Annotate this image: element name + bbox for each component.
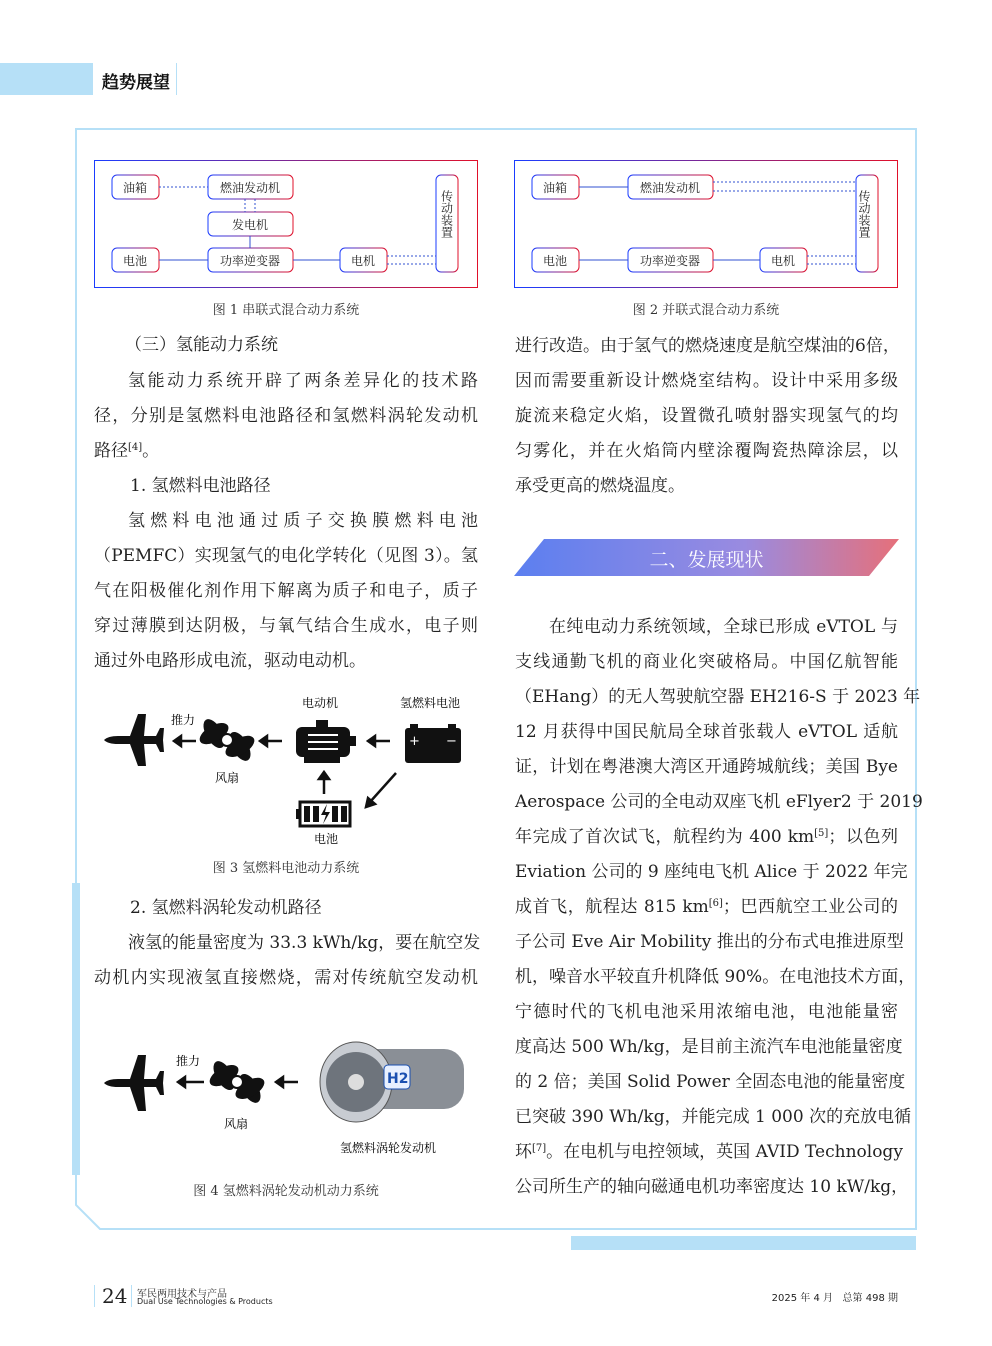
text-line: [94, 966, 478, 990]
text-line: [515, 720, 898, 744]
text-line: [515, 1035, 903, 1059]
text-line: [515, 404, 898, 428]
text-line: [515, 1105, 912, 1129]
text-line: [515, 860, 908, 884]
arrow-icon: [178, 1077, 204, 1087]
figure-3-caption: 图 3 氢燃料电池动力系统: [212, 861, 360, 876]
text-line: [515, 474, 898, 498]
text-line: [515, 965, 916, 989]
line-text: 1. 氢燃料电池路径: [130, 476, 271, 496]
box-battery: 电池: [542, 254, 568, 268]
text-line: [515, 930, 904, 954]
text-line: [515, 615, 898, 639]
line-text: 年完成了首次试飞，航程约为 400 km: [515, 827, 815, 847]
line-text: 。在电机与电控领域，英国 AVID Technology: [546, 1142, 903, 1162]
text-line: [94, 649, 478, 673]
box-inverter: 功率逆变器: [639, 254, 701, 268]
fan-icon: [206, 1058, 268, 1106]
box-battery: 电池: [122, 254, 148, 268]
line-text: 公司所生产的轴向磁通电机功率密度达 10 kW/kg，: [515, 1177, 909, 1197]
issue-info: 2025 年 4 月 总第 498 期: [771, 1293, 898, 1304]
figure-4-diagram: [94, 1035, 478, 1160]
text-line: [515, 369, 898, 393]
text-line: [94, 931, 481, 955]
arrow-icon: [368, 736, 390, 746]
text-line: [515, 334, 898, 358]
line-text: Eviation 公司的 9 座纯电飞机 Alice 于 2022 年完: [515, 862, 908, 882]
text-line: [515, 685, 921, 709]
line-text: 穿过薄膜到达阴极，与氧气结合生成水，电子则: [94, 616, 478, 636]
citation-ref[interactable]: [6]: [708, 898, 723, 909]
text-line: [515, 1140, 903, 1164]
electric-motor-icon: [296, 720, 356, 763]
line-text: 12 月获得中国民航局全球首张载人 eVTOL 适航: [515, 722, 898, 742]
line-text: Aerospace 公司的全电动双座飞机 eFlyer2 于 2019: [515, 792, 923, 812]
line-text: 2. 氢燃料涡轮发动机路径: [130, 898, 322, 918]
section-title: 趋势展望: [102, 73, 170, 93]
arrow-icon: [260, 736, 282, 746]
line-text: ；巴西航空工业公司的: [722, 897, 898, 917]
box-fuel-tank: 油箱: [542, 181, 568, 195]
section-heading: [125, 333, 509, 357]
line-text: 匀雾化，并在火焰筒内壁涂覆陶瓷热障涂层，以: [515, 441, 898, 461]
text-line: [94, 579, 478, 603]
svg-text:−: −: [446, 734, 457, 749]
line-text: 液氢的能量密度为 33.3 kWh/kg，要在航空发: [128, 933, 481, 953]
line-text: 度高达 500 Wh/kg，是目前主流汽车电池能量密度: [515, 1037, 903, 1057]
fan-label: 风扇: [224, 1117, 249, 1131]
box-fuel-engine: 燃油发动机: [639, 181, 701, 195]
line-text: 氢能动力系统开辟了两条差异化的技术路: [128, 371, 478, 391]
battery-label: 电池: [314, 832, 339, 846]
fan-icon: [196, 716, 258, 764]
text-line: [94, 614, 478, 638]
line-text: （EHang）的无人驾驶航空器 EH216-S 于 2023 年: [515, 687, 921, 707]
figure-2-caption: 图 2 并联式混合动力系统: [632, 303, 780, 318]
text-line: [515, 1175, 909, 1199]
line-text: 承受更高的燃烧温度。: [515, 476, 685, 496]
line-text: 支线通勤飞机的商业化突破格局。中国亿航智能: [515, 652, 898, 672]
box-drive: 传动装置: [439, 190, 454, 238]
airplane-icon: [104, 1055, 164, 1111]
line-text: 旋流来稳定火焰，设置微孔喷射器实现氢气的均: [515, 406, 898, 426]
engine-label: 氢燃料涡轮发动机: [340, 1141, 437, 1155]
journal-name-cn: 军民两用技术与产品: [137, 1289, 227, 1300]
line-text: 成首飞，航程达 815 km: [515, 897, 709, 917]
subsection-heading: [130, 896, 514, 920]
box-drive: 传动装置: [857, 190, 871, 238]
line-text: 因而需要重新设计燃烧室结构。设计中采用多级: [515, 371, 898, 391]
fuel-cell-label: 氢燃料电池: [400, 696, 461, 710]
figure-2-diagram: [514, 160, 898, 288]
citation-ref[interactable]: [4]: [128, 442, 143, 453]
thrust-label: 推力: [176, 1054, 201, 1068]
box-fuel-tank: 油箱: [122, 181, 148, 195]
text-line: [94, 544, 478, 568]
line-text: 通过外电路形成电流，驱动电动机。: [94, 651, 366, 671]
figure-1-diagram: [94, 160, 478, 288]
footer-divider: [131, 1285, 132, 1307]
line-text: 的 2 倍；美国 Solid Power 全固态电池的能量密度: [515, 1072, 906, 1092]
battery-icon: [296, 802, 350, 826]
text-line: [515, 650, 898, 674]
line-text: 氢燃料电池通过质子交换膜燃料电池: [128, 511, 478, 531]
page-number: 24: [102, 1284, 128, 1308]
figure-1-caption: 图 1 串联式混合动力系统: [212, 303, 360, 318]
line-text: 动机内实现液氢直接燃烧，需对传统航空发动机: [94, 968, 478, 988]
line-text: 环: [515, 1142, 532, 1162]
line-text: 。: [142, 441, 160, 461]
box-inverter: 功率逆变器: [219, 254, 281, 268]
box-fuel-engine: 燃油发动机: [219, 181, 281, 195]
text-line: [515, 895, 898, 919]
hydrogen-turbine-engine-icon: [320, 1042, 464, 1122]
line-text: （三）氢能动力系统: [125, 335, 278, 355]
box-motor: 电机: [350, 254, 376, 268]
text-line: [515, 1070, 906, 1094]
h2-label: H2: [387, 1071, 409, 1087]
subsection-heading: [130, 474, 514, 498]
motor-label: 电动机: [302, 696, 339, 710]
line-text: 进行改造。由于氢气的燃烧速度是航空煤油的6倍，: [515, 336, 900, 356]
line-text: 路径: [94, 441, 128, 461]
thrust-label: 推力: [171, 713, 196, 727]
citation-ref[interactable]: [7]: [532, 1143, 547, 1154]
line-text: （PEMFC）实现氢气的电化学转化（见图 3）。氢: [94, 546, 478, 566]
line-text: 气在阳极催化剂作用下解离为质子和电子，质子: [94, 581, 478, 601]
text-line: [94, 369, 478, 393]
fuel-cell-battery-icon: [405, 724, 461, 763]
text-line: [94, 404, 478, 428]
line-text: 机，噪音水平较直升机降低 90%。在电池技术方面，: [515, 967, 916, 987]
fan-label: 风扇: [215, 771, 240, 785]
figure-3-diagram: [94, 690, 478, 850]
svg-text:+: +: [409, 734, 420, 749]
line-text: 径，分别是氢燃料电池路径和氢燃料涡轮发动机: [94, 406, 478, 426]
citation-ref[interactable]: [5]: [814, 828, 829, 839]
line-text: 已突破 390 Wh/kg，并能完成 1 000 次的充放电循: [515, 1107, 912, 1127]
text-line: [515, 1000, 898, 1024]
line-text: 证，计划在粤港澳大湾区开通跨城航线；美国 Bye: [515, 757, 898, 777]
text-line: [515, 790, 923, 814]
text-line: [515, 439, 898, 463]
journal-name-en: Dual Use Technologies & Products: [137, 1297, 273, 1306]
line-text: 子公司 Eve Air Mobility 推出的分布式电推进原型: [515, 932, 904, 952]
text-line: [94, 509, 478, 533]
footer-left-divider: [94, 1285, 95, 1307]
text-line: [515, 755, 898, 779]
text-line: [94, 439, 478, 463]
box-motor: 电机: [770, 254, 796, 268]
arrow-icon: [276, 1077, 298, 1087]
line-text: 在纯电动力系统领域，全球已形成 eVTOL 与: [549, 617, 898, 637]
arrow-icon: [174, 736, 196, 746]
section-banner-title: 二、发展现状: [649, 549, 764, 571]
line-text: ；以色列: [828, 827, 899, 847]
text-line: [515, 825, 898, 849]
box-generator: 发电机: [231, 218, 269, 232]
airplane-icon: [104, 714, 164, 766]
line-text: 宁德时代的飞机电池采用浓缩电池，电池能量密: [515, 1002, 898, 1022]
figure-4-caption: 图 4 氢燃料涡轮发动机动力系统: [193, 1184, 379, 1199]
